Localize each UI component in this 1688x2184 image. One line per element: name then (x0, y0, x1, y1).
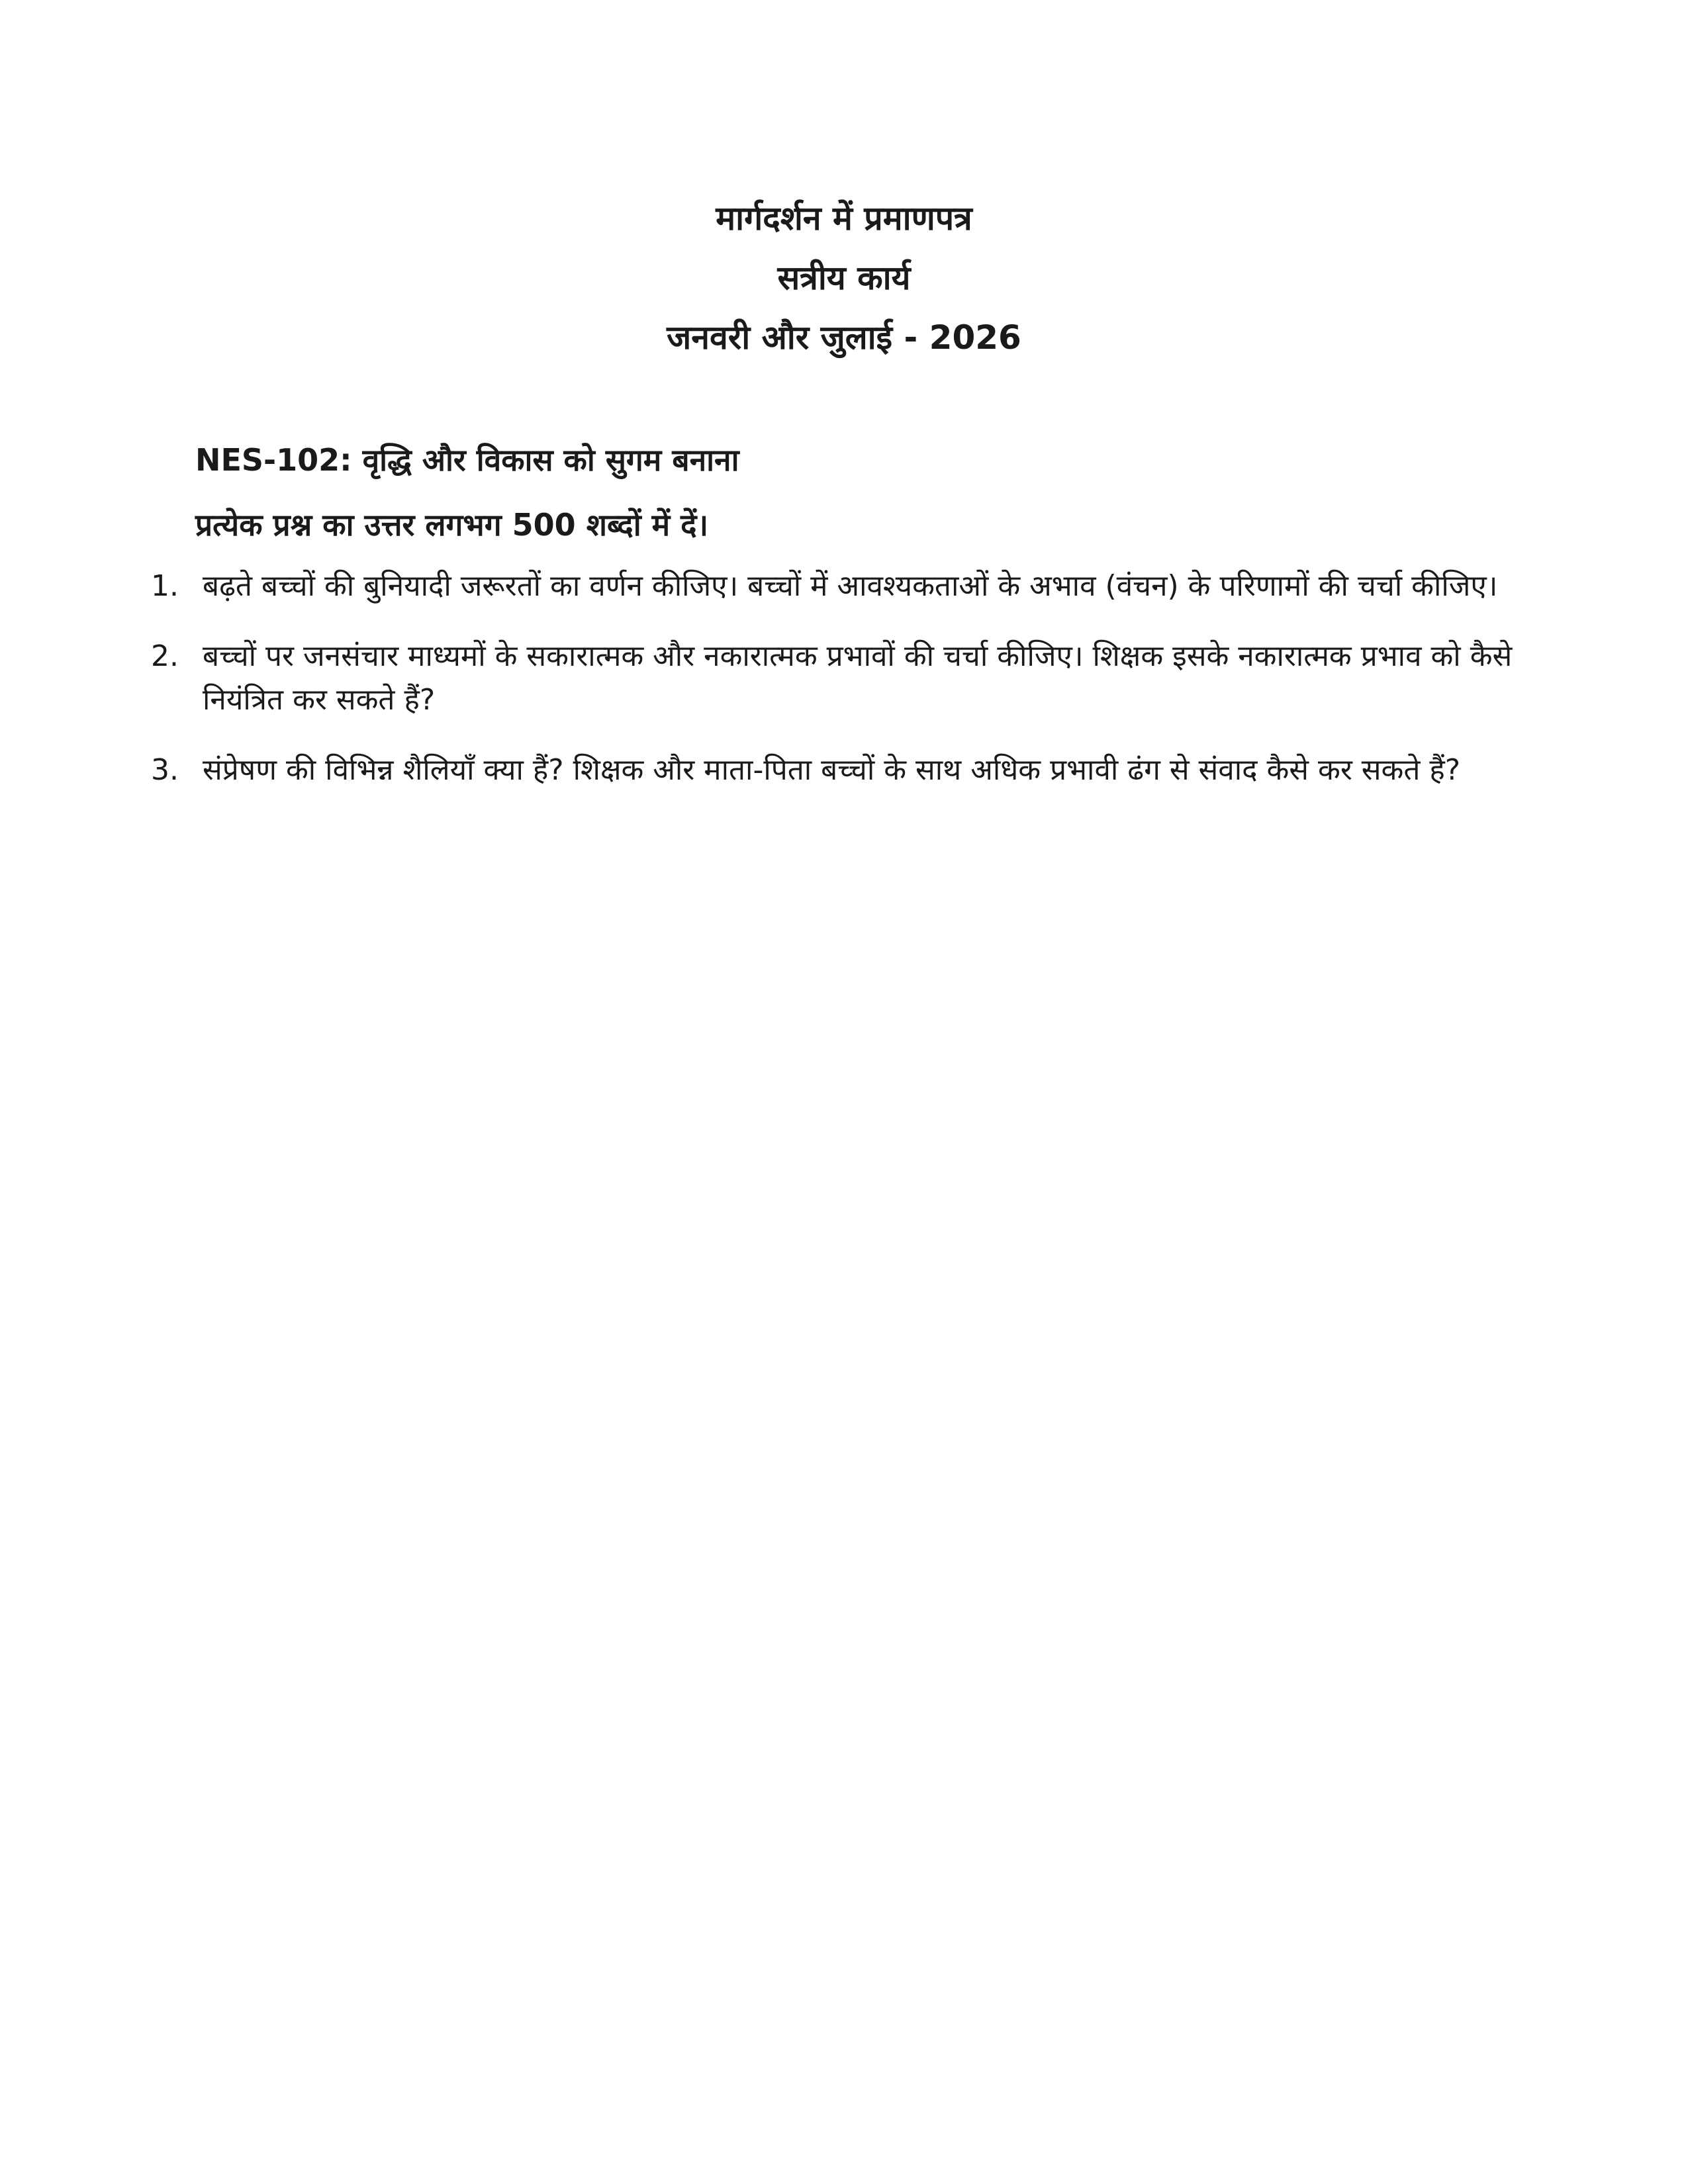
question-number: 2. (151, 639, 179, 673)
session-title: जनवरी और जुलाई - 2026 (667, 318, 1021, 357)
question-number: 1. (151, 569, 179, 603)
question-item (151, 565, 1528, 608)
question-item (151, 749, 1528, 792)
question-list (151, 565, 1528, 819)
course-title: NES-102: वृद्धि और विकास को सुगम बनाना (195, 442, 739, 478)
question-item (151, 635, 1528, 722)
assignment-title: सत्रीय कार्य (777, 259, 911, 297)
question-text: बढ़ते बच्चों की बुनियादी जरूरतों का वर्णन कीजिए। बच्चों में आवश्यकताओं के अभाव (वंचन) के परिणामों की चर्चा कीजिए। (203, 569, 1498, 603)
question-number: 3. (151, 753, 179, 787)
document-header (0, 189, 1688, 367)
question-text: संप्रेषण की विभिन्न शैलियाँ क्या हैं? शिक्षक और माता-पिता बच्चों के साथ अधिक प्रभावी ढंग से संवाद कैसे कर सकते हैं? (203, 753, 1461, 787)
answer-instruction: प्रत्येक प्रश्न का उत्तर लगभग 500 शब्दों में दें। (195, 507, 709, 543)
question-text: बच्चों पर जनसंचार माध्यमों के सकारात्मक और नकारात्मक प्रभावों की चर्चा कीजिए। शिक्षक इसके नकारात्मक प्रभाव को कैसे नियंत्रित कर सकते हैं? (203, 639, 1513, 717)
program-title: मार्गदर्शन में प्रमाणपत्र (716, 199, 972, 238)
